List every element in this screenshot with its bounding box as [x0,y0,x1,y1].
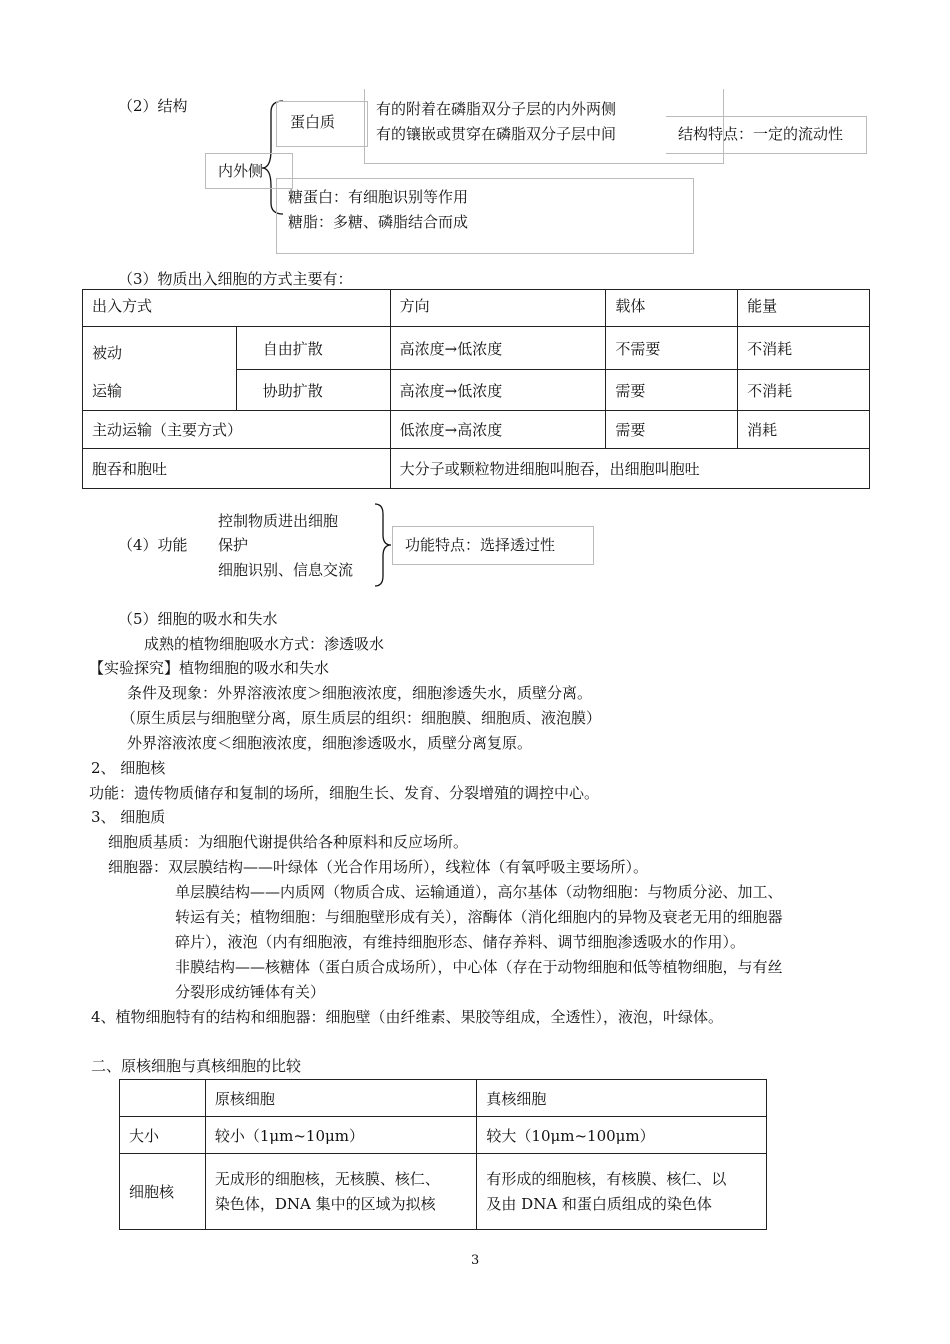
nucleus-pro-line: 染色体，DNA 集中的区域为拟核 [214,1194,436,1213]
table-cell: 胞吞和胞吐 [83,449,391,489]
table-cell: 需要 [606,411,738,449]
compare-size-eu: 较大（10μm~100μm） [477,1117,767,1154]
table-cell: 不消耗 [738,370,870,411]
nucleus-eu-line: 有形成的细胞核，有核膜、核仁、以 [486,1169,727,1188]
function-item: 控制物质进出细胞 [218,512,339,530]
function-feature: 功能特点：选择透过性 [405,536,556,554]
text-line: （原生质层与细胞壁分离，原生质层的组织：细胞膜、细胞质、液泡膜） [121,709,602,727]
text-line: 转运有关；植物细胞：与细胞壁形成有关），溶酶体（消化细胞内的异物及衰老无用的细胞器 [175,908,783,926]
transport-table [82,289,870,489]
function-item: 细胞识别、信息交流 [218,561,354,579]
table-cell: 高浓度→低浓度 [390,327,606,370]
passive-label-2: 运输 [92,382,123,400]
text-line: 条件及现象：外界溶液浓度＞细胞液浓度，细胞渗透失水，质壁分离。 [127,684,593,702]
header-carrier: 载体 [606,290,738,327]
page-number: 3 [471,1253,480,1268]
nucleus-pro-line: 无成形的细胞核，无核膜、核仁、 [214,1169,440,1188]
table-cell: 消耗 [738,411,870,449]
passive-cell [83,327,237,411]
header-method: 出入方式 [83,290,391,327]
table-cell: 大分子或颗粒物进细胞叫胞吞，出细胞叫胞吐 [390,449,869,489]
glyco-line-1: 糖蛋白：有细胞识别等作用 [288,188,469,206]
function-brace [375,504,391,586]
table-cell: 低浓度→高浓度 [390,411,606,449]
protein-line-2: 有的镶嵌或贯穿在磷脂双分子层中间 [376,125,617,143]
text-line: 细胞器：双层膜结构——叶绿体（光合作用场所），线粒体（有氧呼吸主要场所）。 [108,858,649,876]
table-cell: 不需要 [606,327,738,370]
text-line: 3、 细胞质 [91,808,166,826]
text-line: 外界溶液浓度＜细胞液浓度，细胞渗透吸水，质壁分离复原。 [127,734,533,752]
compare-header-eukaryote: 真核细胞 [477,1080,767,1117]
table-cell: 主动运输（主要方式） [83,411,391,449]
text-line: 2、 细胞核 [91,759,166,777]
text-line: 成熟的植物细胞吸水方式：渗透吸水 [144,635,385,653]
text-line: 【实验探究】植物细胞的吸水和失水 [89,659,330,677]
structure-heading: （2）结构 [118,97,188,115]
text-line: 单层膜结构——内质网（物质合成、运输通道），高尔基体（动物细胞：与物质分泌、加工、 [175,883,783,901]
compare-header-blank [120,1080,206,1117]
header-direction: 方向 [390,290,606,327]
nucleus-eu-line: 及由 DNA 和蛋白质组成的染色体 [486,1194,712,1213]
table-cell: 不消耗 [738,327,870,370]
compare-table [119,1079,767,1230]
protein-label: 蛋白质 [290,113,336,131]
table-cell: 需要 [606,370,738,411]
text-line: 分裂形成纺锤体有关） [175,983,326,1001]
side-label: 内外侧 [218,162,264,180]
text-line: 4、植物细胞特有的结构和细胞器：细胞壁（由纤维素、果胶等组成，全透性），液泡，叶绿体。 [91,1008,724,1026]
compare-size-label: 大小 [120,1117,206,1154]
compare-header-prokaryote: 原核细胞 [205,1080,477,1117]
function-heading: （4）功能 [118,536,188,554]
table-cell: 高浓度→低浓度 [390,370,606,411]
text-line: 细胞质基质：为细胞代谢提供给各种原料和反应场所。 [108,833,469,851]
text-line: 非膜结构——核糖体（蛋白质合成场所），中心体（存在于动物细胞和低等植物细胞，与有丝 [175,958,783,976]
protein-line-1: 有的附着在磷脂双分子层的内外两侧 [376,100,617,118]
compare-size-pro: 较小（1μm~10μm） [205,1117,477,1154]
header-energy: 能量 [738,290,870,327]
glyco-line-2: 糖脂：多糖、磷脂结合而成 [288,213,469,231]
text-line: 二、原核细胞与真核细胞的比较 [91,1057,302,1075]
transport-heading: （3）物质出入细胞的方式主要有： [118,270,353,288]
structure-feature: 结构特点：一定的流动性 [678,125,844,143]
compare-nucleus-pro [205,1154,477,1230]
compare-nucleus-eu [477,1154,767,1230]
table-cell: 协助扩散 [236,370,390,411]
text-line: 功能：遗传物质储存和复制的场所，细胞生长、发育、分裂增殖的调控中心。 [89,784,600,802]
text-line: （5）细胞的吸水和失水 [118,610,278,628]
text-line: 碎片），液泡（内有细胞液，有维持细胞形态、储存养料、调节细胞渗透吸水的作用）。 [175,933,746,951]
passive-label-1: 被动 [92,344,123,362]
compare-nucleus-label: 细胞核 [120,1154,206,1230]
function-item: 保护 [218,536,249,554]
table-cell: 自由扩散 [236,327,390,370]
